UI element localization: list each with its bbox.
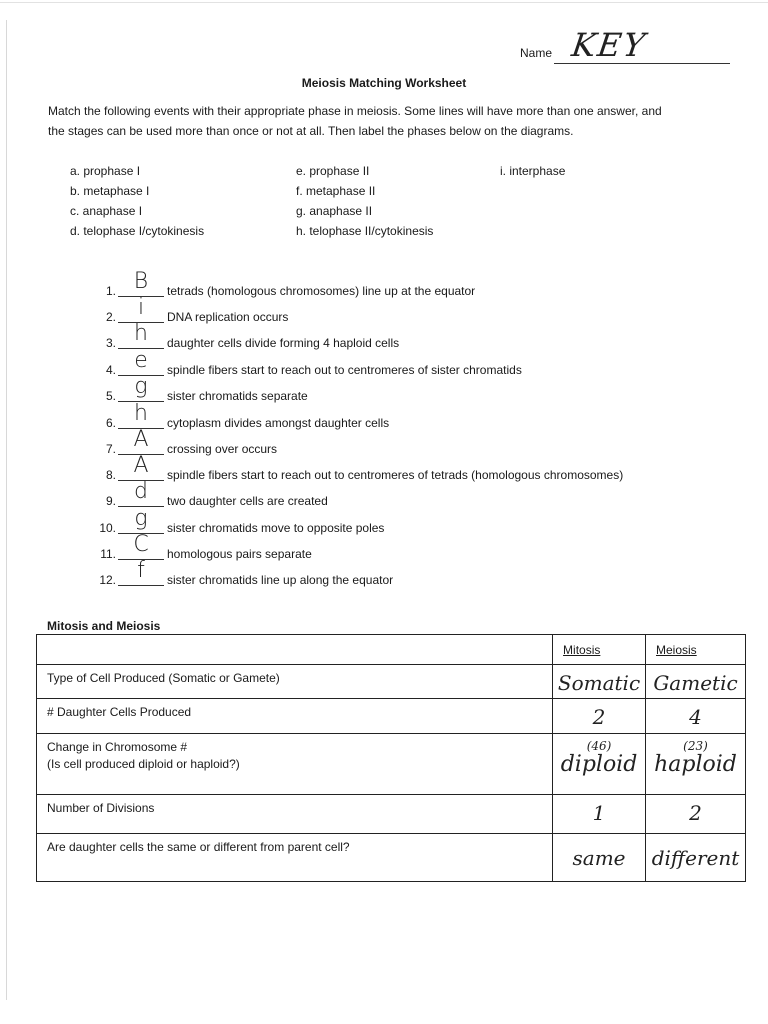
- question-number: 4.: [105, 363, 116, 377]
- option-i: i. interphase: [500, 164, 566, 178]
- mitosis-answer: [553, 734, 646, 795]
- column-header-meiosis: Meiosis: [646, 635, 746, 665]
- question-text: spindle fibers start to reach out to centromeres of sister chromatids: [167, 363, 522, 377]
- table-row: [37, 665, 746, 699]
- question-text: cytoplasm divides amongst daughter cells: [167, 416, 390, 430]
- handwritten-answer: A: [133, 453, 149, 478]
- mitosis-meiosis-table: [36, 634, 746, 882]
- meiosis-answer: Gametic: [646, 665, 746, 699]
- row-question: [37, 734, 553, 795]
- table-row: [37, 795, 746, 834]
- option-h: h. telophase II/cytokinesis: [296, 224, 434, 238]
- column-header-mitosis: Mitosis: [553, 635, 646, 665]
- row-question-line-2: (Is cell produced diploid or haploid?): [47, 757, 240, 771]
- question-text: two daughter cells are created: [167, 494, 328, 508]
- handwritten-answer: C: [133, 532, 149, 557]
- question-text: sister chromatids separate: [167, 389, 308, 403]
- section-title: Mitosis and Meiosis: [47, 619, 161, 633]
- row-question: Type of Cell Produced (Somatic or Gamete): [37, 665, 553, 699]
- row-question-line-1: Change in Chromosome #: [47, 740, 188, 754]
- instructions-line-1: Match the following events with their appropriate phase in meiosis. Some lines will have more than one answer, and: [48, 104, 662, 118]
- meiosis-ploidy: haploid: [654, 752, 737, 777]
- mitosis-answer: Somatic: [553, 665, 646, 699]
- page-title: Meiosis Matching Worksheet: [301, 76, 467, 90]
- question-number: 7.: [105, 442, 116, 456]
- handwritten-answer: B: [133, 269, 149, 294]
- option-b: b. metaphase I: [70, 184, 150, 198]
- scan-margin-line: [6, 20, 7, 1000]
- meiosis-answer: [646, 734, 746, 795]
- instructions-line-2: the stages can be used more than once or not at all. Then label the phases below on the diagrams.: [48, 124, 574, 138]
- question-text: DNA replication occurs: [167, 310, 289, 324]
- handwritten-answer: f: [137, 558, 145, 583]
- meiosis-answer: 4: [646, 699, 746, 734]
- meiosis-answer: different: [646, 834, 746, 882]
- option-c: c. anaphase I: [70, 204, 143, 218]
- meiosis-chromosome-count: (23): [683, 739, 708, 753]
- question-number: 12.: [99, 573, 116, 587]
- question-text: sister chromatids move to opposite poles: [167, 521, 385, 535]
- question-number: 9.: [105, 494, 116, 508]
- option-g: g. anaphase II: [296, 204, 373, 218]
- mitosis-chromosome-count: (46): [586, 739, 612, 753]
- instructions: [48, 101, 738, 141]
- question-number: 5.: [105, 389, 116, 403]
- question-number: 3.: [105, 336, 116, 350]
- mitosis-answer: 1: [553, 795, 646, 834]
- question-text: crossing over occurs: [167, 442, 278, 456]
- question-text: spindle fibers start to reach out to centromeres of tetrads (homologous chromosomes): [167, 468, 624, 482]
- option-e: e. prophase II: [296, 164, 370, 178]
- question-number: 6.: [105, 416, 116, 430]
- question-number: 11.: [100, 547, 116, 561]
- table-header-row: [37, 635, 746, 665]
- question-text: sister chromatids line up along the equator: [167, 573, 394, 587]
- handwritten-answer: e: [134, 348, 148, 373]
- option-a: a. prophase I: [70, 164, 141, 178]
- question-number: 10.: [99, 521, 116, 535]
- handwritten-answer: d: [134, 479, 148, 504]
- table-header-blank: [37, 635, 553, 665]
- table-row: [37, 834, 746, 882]
- meiosis-answer: 2: [646, 795, 746, 834]
- scan-top-edge: [0, 2, 768, 3]
- question-text: tetrads (homologous chromosomes) line up at the equator: [167, 284, 476, 298]
- mitosis-ploidy: diploid: [560, 752, 638, 777]
- question-number: 1.: [105, 284, 116, 298]
- row-question: # Daughter Cells Produced: [37, 699, 553, 734]
- option-d: d. telophase I/cytokinesis: [70, 224, 205, 238]
- question-number: 2.: [105, 310, 116, 324]
- table-row: [37, 734, 746, 795]
- question-text: homologous pairs separate: [167, 547, 312, 561]
- name-handwritten: KEY: [569, 26, 650, 64]
- handwritten-answer: i: [137, 295, 145, 320]
- row-question: Number of Divisions: [37, 795, 553, 834]
- answer-blank: [118, 585, 164, 586]
- mitosis-answer: same: [553, 834, 646, 882]
- question-text: daughter cells divide forming 4 haploid cells: [167, 336, 400, 350]
- handwritten-answer: h: [134, 401, 148, 426]
- name-label: Name: [520, 46, 553, 60]
- mitosis-answer: 2: [553, 699, 646, 734]
- handwritten-answer: h: [134, 321, 148, 346]
- handwritten-answer: A: [133, 427, 149, 452]
- question-number: 8.: [105, 468, 116, 482]
- row-question: Are daughter cells the same or different from parent cell?: [37, 834, 553, 882]
- handwritten-answer: g: [134, 506, 148, 531]
- table-row: [37, 699, 746, 734]
- option-f: f. metaphase II: [296, 184, 376, 198]
- handwritten-answer: g: [134, 374, 148, 399]
